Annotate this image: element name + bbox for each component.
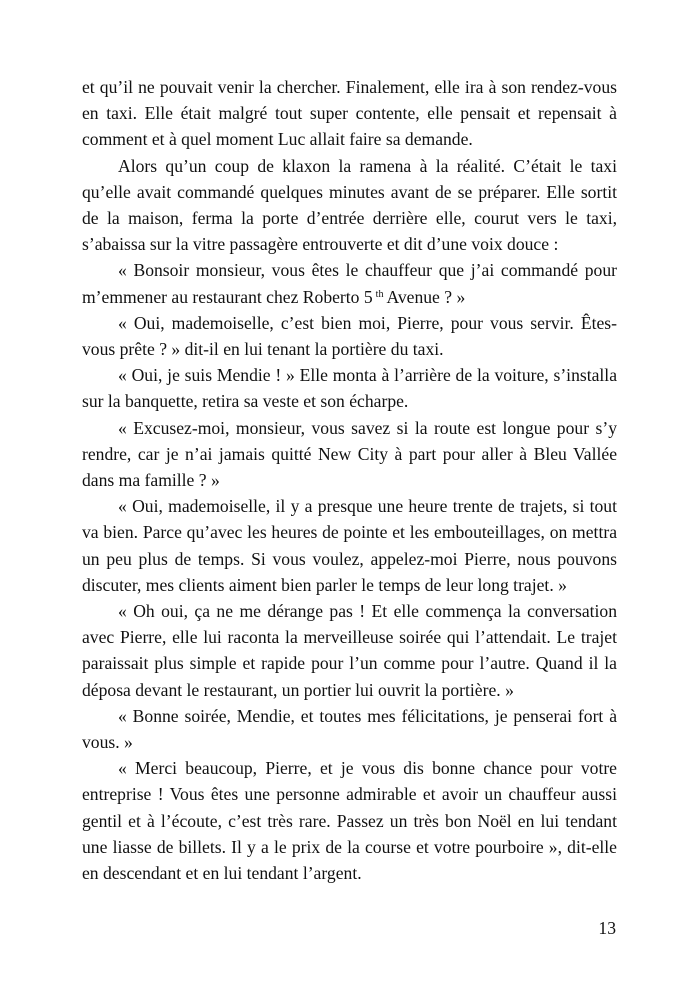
ordinal-superscript: th bbox=[375, 288, 384, 300]
paragraph-6: « Excusez-moi, monsieur, vous savez si la route est longue pour s’y rendre, car je n’ai jamais quitté New City à part pour aller à Bleu Vallée dans ma famille ? » bbox=[82, 417, 617, 491]
paragraph-1: et qu’il ne pouvait venir la chercher. Finalement, elle ira à son rendez-vous en taxi. Elle était malgré tout super contente, elle pensait et repensait à comment et à quel moment Luc allait faire sa demande. bbox=[82, 77, 617, 150]
paragraph-3-text-after: Avenue ? » bbox=[386, 286, 466, 307]
paragraph-4: « Oui, mademoiselle, c’est bien moi, Pierre, pour vous servir. Êtes-vous prête ? » dit-il en lui tenant la portière du taxi. bbox=[82, 312, 617, 360]
paragraph-10: « Merci beaucoup, Pierre, et je vous dis bonne chance pour votre entreprise ! Vous êtes une personne admirable et avoir un chauffeur aussi gentil et à l’écoute, c’est très rare. Passez un très bon Noël en lui tendant une liasse de billets. Il y a le prix de la course et votre pourboire », dit-elle en descendant et en lui tendant l’argent. bbox=[82, 758, 617, 884]
page-number: 13 bbox=[598, 918, 616, 938]
paragraph-3 bbox=[82, 257, 617, 309]
page-body bbox=[82, 74, 617, 886]
paragraph-2: Alors qu’un coup de klaxon la ramena à la réalité. C’était le taxi qu’elle avait commandé quelques minutes avant de se préparer. Elle sortit de la maison, ferma la porte d’entrée derrière elle, courut vers le taxi, s’abaissa sur la vitre passagère entrouverte et dit d’une voix douce : bbox=[82, 155, 617, 255]
paragraph-8: « Oh oui, ça ne me dérange pas ! Et elle commença la conversation avec Pierre, elle lui raconta la merveilleuse soirée qui l’attendait. Le trajet paraissait plus simple et rapide pour l’un comme pour l’autre. Quand il la déposa devant le restaurant, un portier lui ouvrit la portière. » bbox=[82, 601, 617, 700]
paragraph-9: « Bonne soirée, Mendie, et toutes mes félicitations, je penserai fort à vous. » bbox=[82, 705, 617, 753]
paragraph-3-text-before: « Bonsoir monsieur, vous êtes le chauffeur que j’ai commandé pour m’emmener au restaurant chez Roberto 5 bbox=[82, 260, 617, 307]
paragraph-7: « Oui, mademoiselle, il y a presque une heure trente de trajets, si tout va bien. Parce qu’avec les heures de pointe et les embouteillages, on mettra un peu plus de temps. Si vous voulez, appelez-moi Pierre, nous pouvons discuter, mes clients aiment bien parler le temps de leur long trajet. » bbox=[82, 496, 617, 595]
paragraph-5: « Oui, je suis Mendie ! » Elle monta à l’arrière de la voiture, s’installa sur la banquette, retira sa veste et son écharpe. bbox=[82, 365, 617, 412]
